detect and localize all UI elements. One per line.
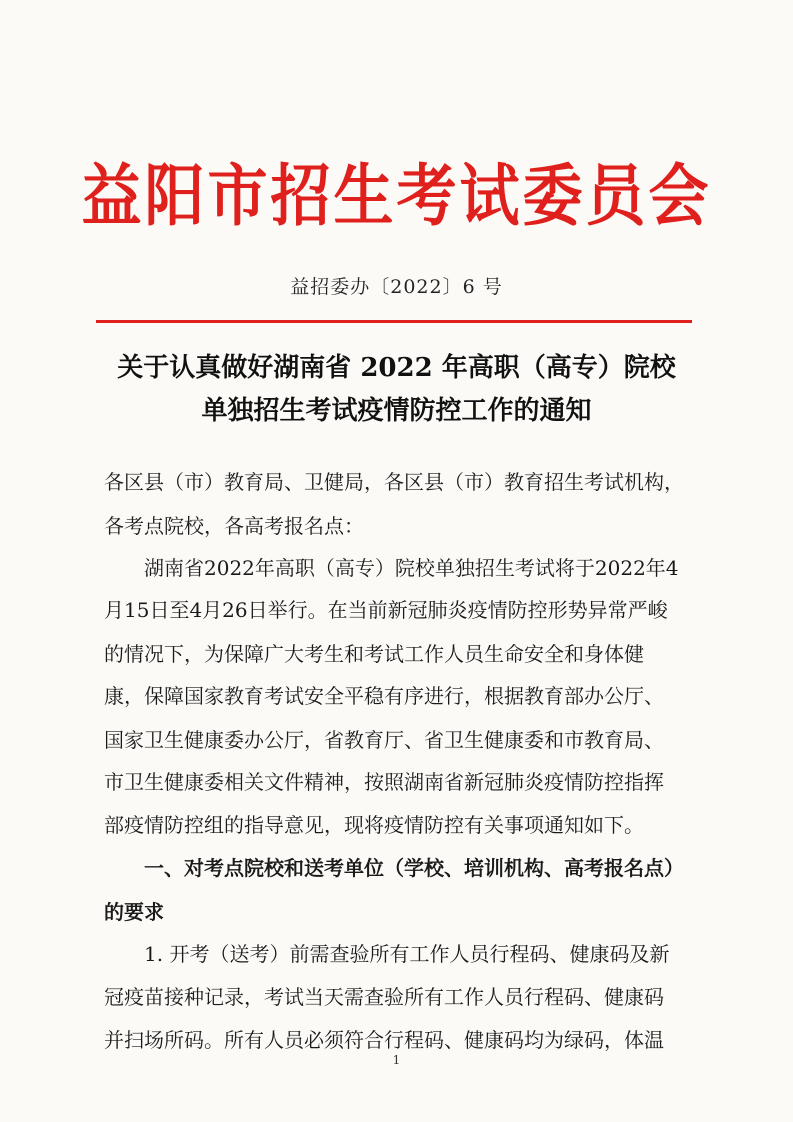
body-line: 国家卫生健康委办公厅，省教育厅、省卫生健康委和市教育局、 xyxy=(104,728,664,752)
body-line: 的情况下，为保障广大考生和考试工作人员生命安全和身体健 xyxy=(104,642,644,666)
notice-title-line-1: 关于认真做好湖南省 2022 年高职（高专）院校 xyxy=(117,353,676,383)
body-line: 康，保障国家教育考试安全平稳有序进行，根据教育部办公厅、 xyxy=(104,684,664,708)
issuing-organization-header: 益阳市招生考试委员会 xyxy=(81,157,712,236)
body-line: 月15日至4月26日举行。在当前新冠肺炎疫情防控形势异常严峻 xyxy=(104,598,668,622)
body-line: 并扫场所码。所有人员必须符合行程码、健康码均为绿码，体温 xyxy=(104,1028,664,1052)
body-line: 各区县（市）教育局、卫健局，各区县（市）教育招生考试机构， xyxy=(104,470,684,494)
body-line: 部疫情防控组的指导意见，现将疫情防控有关事项通知如下。 xyxy=(104,813,644,837)
document-number: 益招委办〔2022〕6 号 xyxy=(290,276,503,298)
body-line: 1. 开考（送考）前需查验所有工作人员行程码、健康码及新 xyxy=(104,942,670,966)
page-number: 1 xyxy=(392,1053,401,1067)
body-line: 湖南省2022年高职（高专）院校单独招生考试将于2022年4 xyxy=(104,556,679,580)
body-line: 各考点院校，各高考报名点： xyxy=(104,514,364,538)
notice-title-line-2: 单独招生考试疫情防控工作的通知 xyxy=(201,396,592,426)
body-line: 冠疫苗接种记录，考试当天需查验所有工作人员行程码、健康码 xyxy=(104,985,664,1009)
section-heading-line: 的要求 xyxy=(104,900,164,924)
body-line: 市卫生健康委相关文件精神，按照湖南省新冠肺炎疫情防控指挥 xyxy=(104,770,664,794)
red-separator-line xyxy=(96,320,692,323)
section-heading-line: 一、对考点院校和送考单位（学校、培训机构、高考报名点） xyxy=(104,856,684,880)
